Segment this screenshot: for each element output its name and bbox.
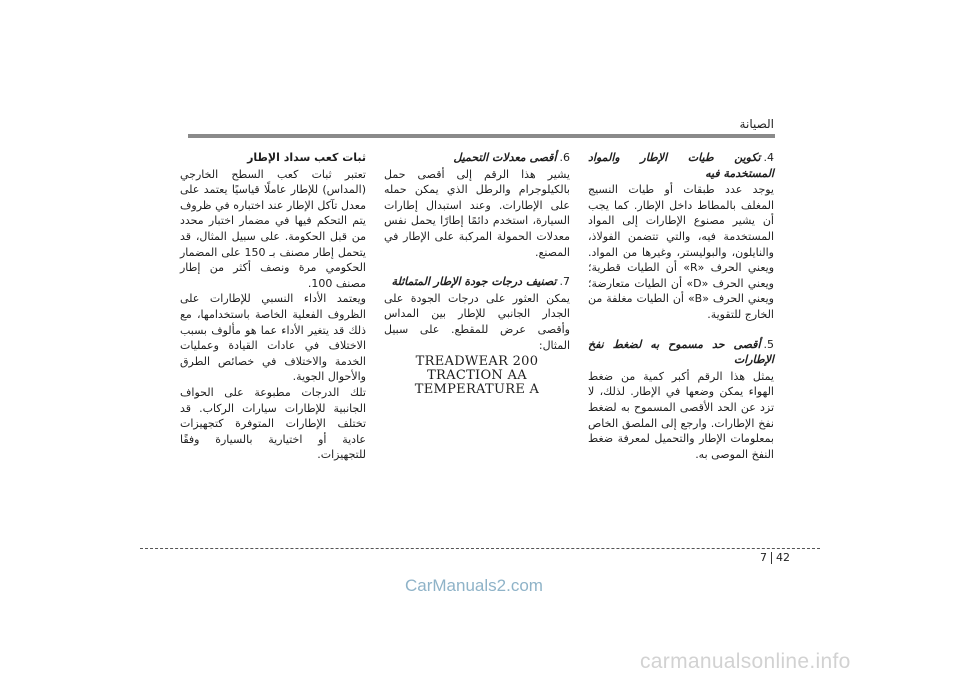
item-heading xyxy=(384,274,570,290)
header-rule xyxy=(188,134,775,138)
item-7 xyxy=(384,274,570,397)
footer-rule xyxy=(140,548,820,549)
item-6 xyxy=(384,150,570,260)
item-body: يوجد عدد طبقات أو طيات النسيج المغلف بالمطاط داخل الإطار. كما يجب أن يشير مصنوع الإطارات إلى المواد المستخدمة فيه، والتي تتضمن الفولاذ، والنايلون، والبوليستر، وغيرها من المواد. ويعني الحرف «R» أن الطيات قطرية؛ ويعني الحرف «D» أن الطيات متعارضة؛ ويعني الحرف «B» أن الطيات مغلفة من الخارج للتقوية. xyxy=(588,183,775,321)
item-heading xyxy=(588,150,774,181)
item-heading xyxy=(384,150,570,166)
item-number: 4. xyxy=(763,151,774,164)
item-5 xyxy=(588,337,774,463)
item-body: يمثل هذا الرقم أكبر كمية من ضغط الهواء يمكن وضعها في الإطار. لذلك، لا تزد عن الحد الأقصى المسموح به لضغط نفخ الإطارات. وارجع إلى الملصق الخاص بمعلومات الإطار والتحميل لمعرفة ضغط النفخ الموصى به. xyxy=(588,369,774,461)
item-title: أقصى حد مسموح به لضغط نفخ الإطارات xyxy=(588,337,774,367)
column-left xyxy=(180,150,366,463)
column-right xyxy=(588,150,774,476)
paragraph: ويعتمد الأداء النسبي للإطارات على الظروف الفعلية الخاصة باستخدامها، مع ذلك قد يتغير الأداء عما هو مألوف بسبب الاختلاف في عادات القيادة وعمليات الخدمة والاختلاف في خصائص الطرق والأحوال الجوية. xyxy=(180,292,366,384)
item-title: تصنيف درجات جودة الإطار المتماثلة xyxy=(391,275,557,289)
item-number: 6. xyxy=(559,151,570,164)
paragraph: تعتبر ثبات كعب السطح الخارجي (المداس) للإطار عاملًا قياسيًا يعتمد على معدل تآكل الإطار عند اختباره في ظروف يتم التحكم فيها في مضمار اختبار محدد من قبل الحكومة. على سبيل المثال، قد يتحمل إطار مصنف بـ 150 على المضمار الحكومي مرة ونصف أكثر من إطار مصنف 100. xyxy=(180,167,366,290)
item-title: أقصى معدلات التحميل xyxy=(453,151,557,164)
marking-temperature: TEMPERATURE A xyxy=(414,382,540,398)
item-title: تكوين طيات الإطار والمواد المستخدمة فيه xyxy=(588,151,774,180)
watermark-top: CarManuals2.com xyxy=(405,576,543,595)
marking-traction: TRACTION AA xyxy=(427,368,527,384)
page-index: 42 xyxy=(776,551,790,564)
watermark-bottom: carmanualsonline.info xyxy=(640,650,851,673)
item-number: 5. xyxy=(763,337,774,351)
item-body: يمكن العثور على درجات الجودة على الجدار الجانبي للإطار بين المداس وأقصى عرض للمقطع. على سبيل المثال: xyxy=(384,291,570,352)
item-heading xyxy=(588,337,774,368)
paragraph: تلك الدرجات مطبوعة على الحواف الجانبية للإطارات سيارات الركاب. قد تختلف الإطارات المتوفرة كتجهيزات عادية أو اختيارية بالسيارة وفقًا للتجهيزات. xyxy=(180,385,366,462)
column-middle xyxy=(384,150,570,411)
item-number: 7. xyxy=(559,275,570,289)
item-4 xyxy=(588,150,774,323)
page-separator xyxy=(771,552,772,564)
marking-treadwear: TREADWEAR 200 xyxy=(415,354,539,370)
chapter-number: 7 xyxy=(760,551,767,564)
section-title: الصيانة xyxy=(739,117,774,131)
page-number xyxy=(760,551,790,564)
tire-grade-marking xyxy=(384,355,570,397)
item-body: يشير هذا الرقم إلى أقصى حمل بالكيلوجرام والرطل الذي يمكن حمله على الإطارات. وعند استبدال إطارات السيارة، استخدم دائمًا إطارًا يحمل نفس معدلات الحمولة المركبة على الإطار في المصنع. xyxy=(384,167,570,259)
subsection-title: ثبات كعب سداد الإطار xyxy=(247,151,366,164)
